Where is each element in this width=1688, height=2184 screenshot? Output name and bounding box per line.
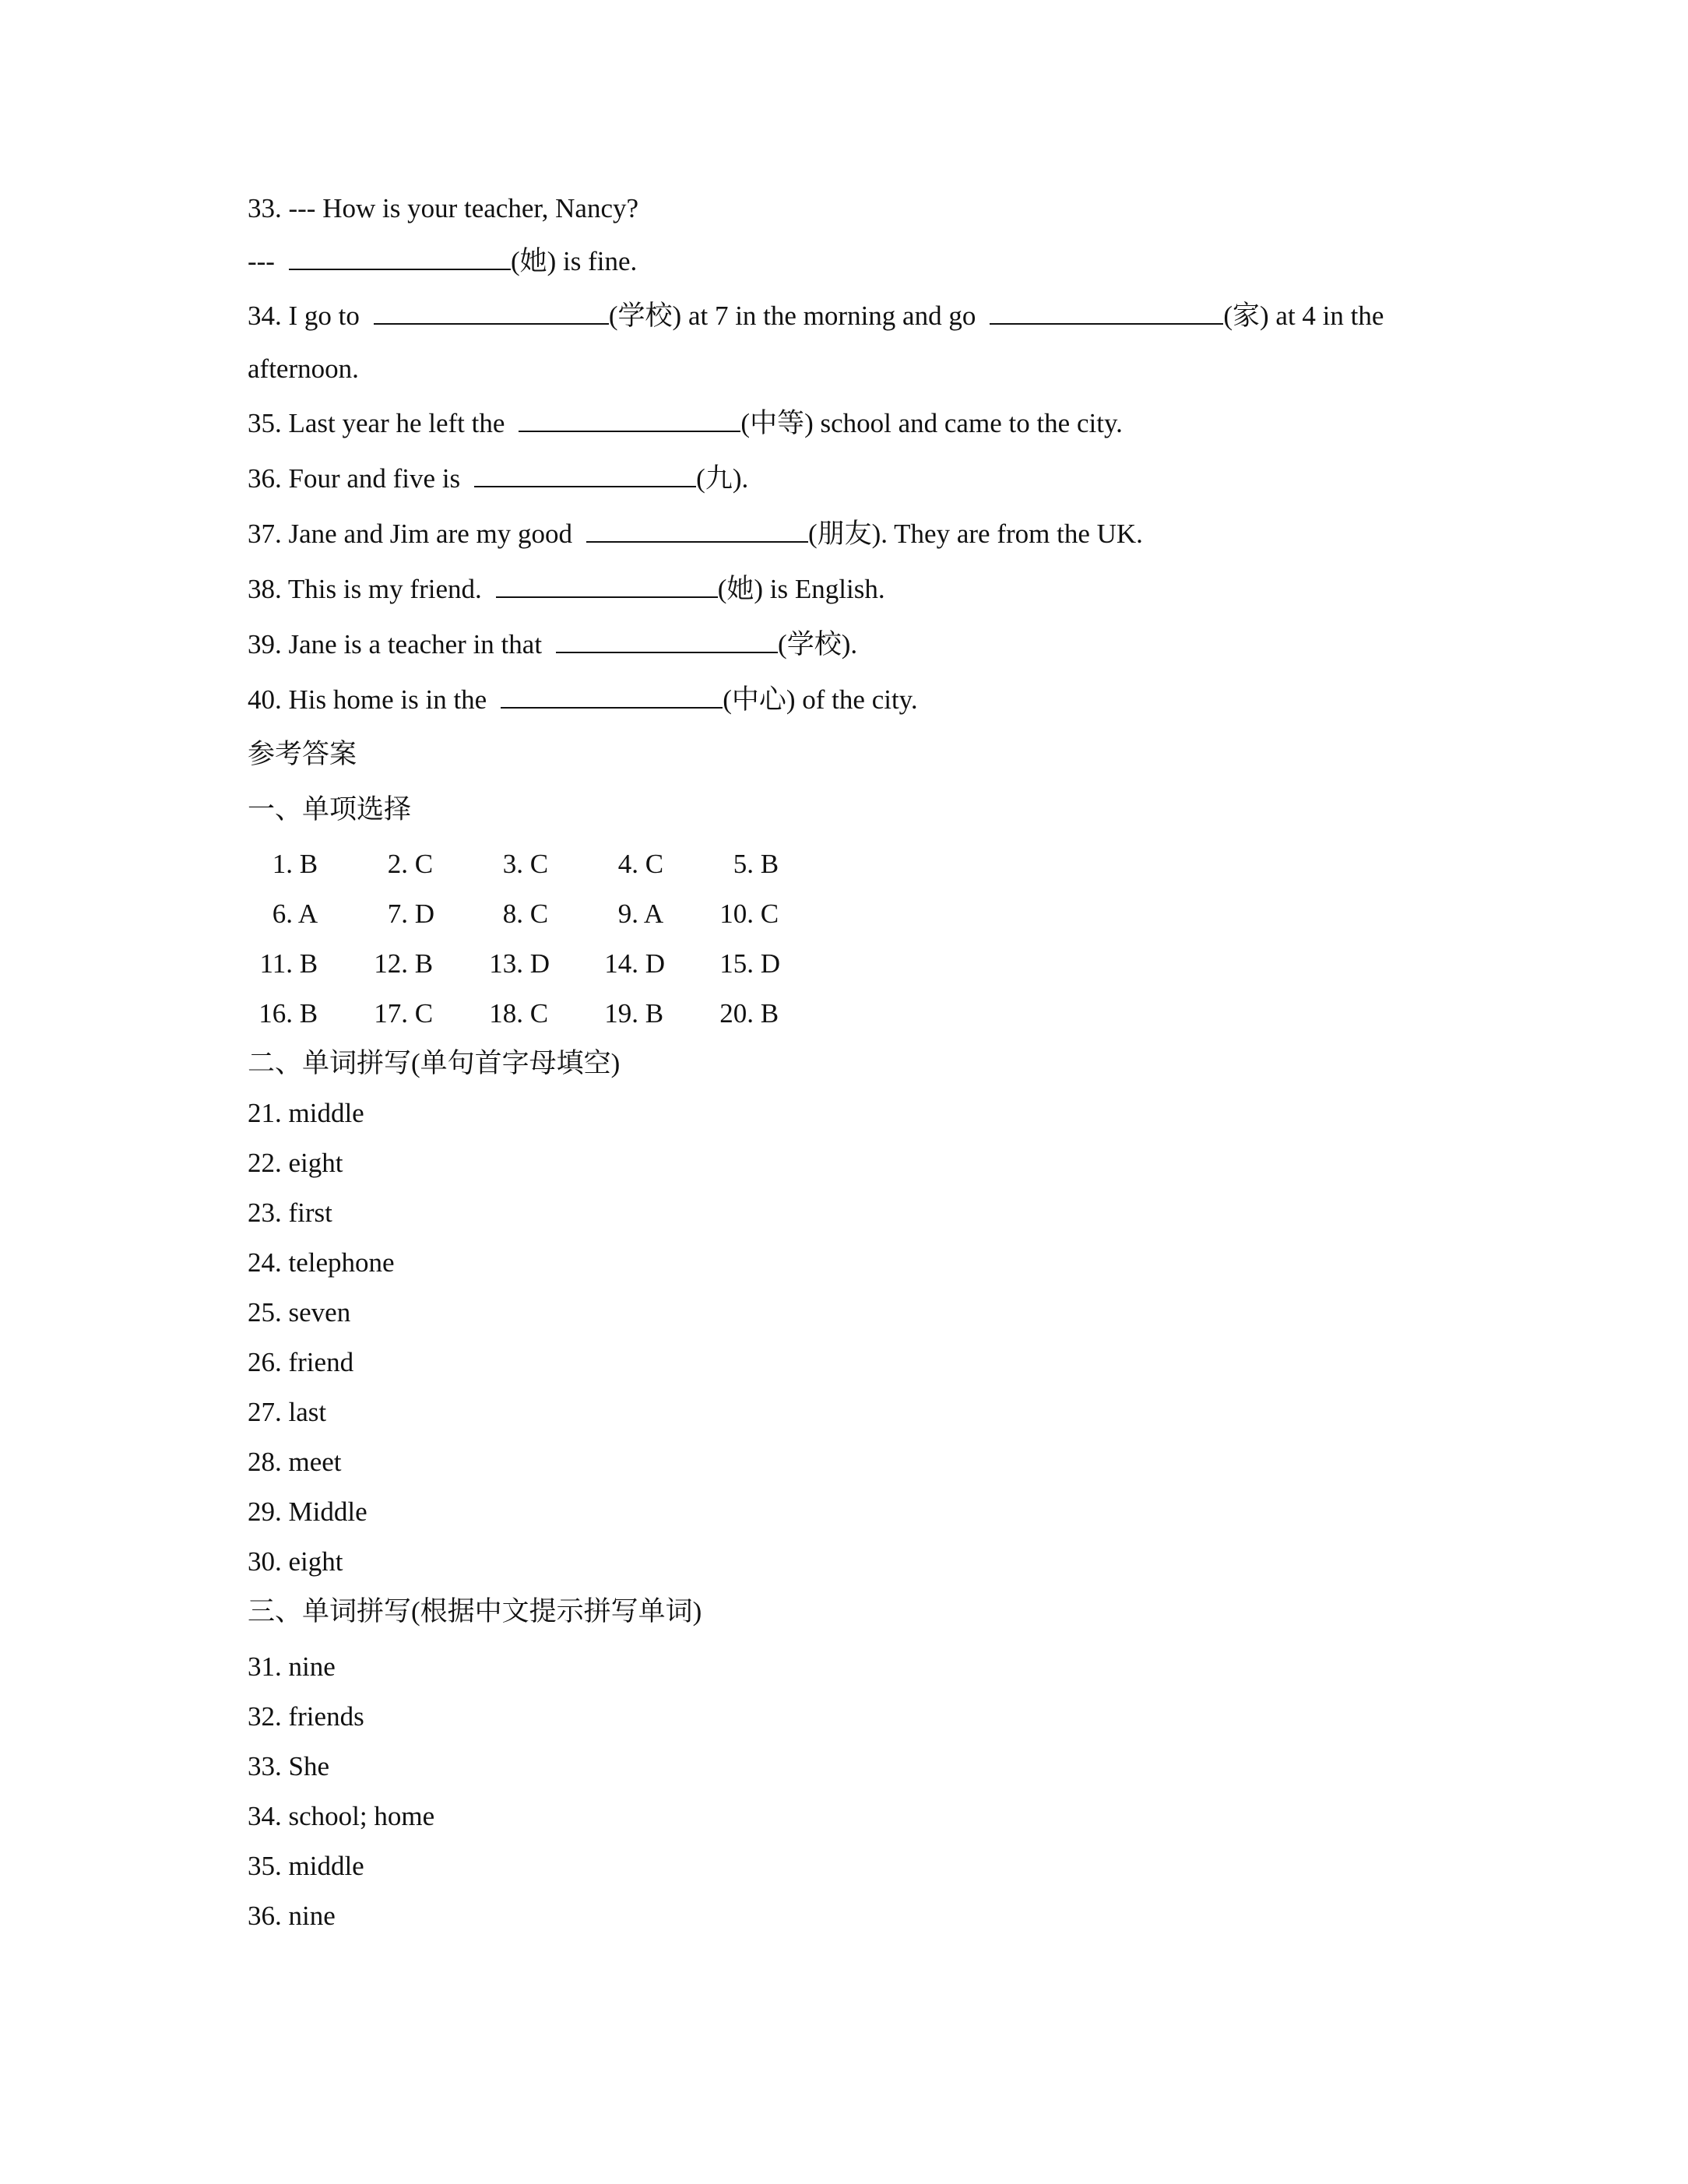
mc-letter: B — [299, 948, 318, 979]
question-text: 34. I go to — [248, 301, 360, 331]
mc-number: 18. — [489, 998, 523, 1029]
answer-line: 36. nine — [248, 1901, 336, 1931]
hint-text: (她) is English. — [717, 574, 885, 604]
mc-letter: C — [414, 849, 434, 879]
mc-number: 9. — [617, 899, 638, 929]
mc-letter: B — [760, 998, 779, 1029]
answer-line: 33. She — [248, 1751, 329, 1781]
mc-answer — [478, 998, 593, 1048]
mc-number: 17. — [374, 998, 408, 1029]
mc-letter: A — [297, 899, 318, 929]
mc-number: 8. — [502, 899, 523, 929]
answer-line: 27. last — [248, 1397, 327, 1427]
hint-text: (她) is fine. — [510, 246, 638, 276]
answer-blank[interactable] — [374, 300, 609, 325]
answer-line: 22. eight — [248, 1148, 343, 1178]
mc-number: 19. — [604, 998, 638, 1029]
section-3-title: 三、单词拼写(根据中文提示拼写单词) — [248, 1596, 702, 1627]
mc-answer — [363, 998, 478, 1048]
question-text: 36. Four and five is — [248, 463, 461, 494]
mc-letter: B — [645, 998, 664, 1029]
document-content — [248, 193, 1462, 1950]
mc-number: 16. — [258, 998, 293, 1029]
answer-key-title: 参考答案 — [248, 739, 357, 769]
answer-line: 35. middle — [248, 1851, 364, 1881]
answer-line: 23. first — [248, 1198, 332, 1228]
mc-answer — [248, 948, 363, 998]
answer-line: 32. friends — [248, 1701, 364, 1732]
mc-number: 14. — [604, 948, 638, 979]
question-34-line-1 — [248, 300, 1462, 353]
mc-answer — [709, 849, 824, 899]
mc-number: 11. — [259, 948, 293, 979]
answer-blank[interactable] — [474, 462, 696, 487]
mc-number: 2. — [387, 849, 408, 879]
answer-blank[interactable] — [501, 684, 723, 709]
answer-line: 26. friend — [248, 1347, 354, 1377]
mc-letter: C — [645, 849, 664, 879]
mc-number: 6. — [272, 899, 293, 929]
question-text: 37. Jane and Jim are my good — [248, 519, 572, 549]
mc-answer — [248, 899, 363, 948]
hint-text: (九). — [696, 463, 749, 494]
mc-answer — [363, 899, 478, 948]
hint-text: (学校) at 7 in the morning and go — [608, 301, 976, 331]
mc-number: 7. — [387, 899, 408, 929]
mc-number: 12. — [374, 948, 408, 979]
mc-letter: A — [643, 899, 664, 929]
mc-number: 15. — [719, 948, 754, 979]
mc-number: 3. — [502, 849, 523, 879]
question-text: afternoon. — [248, 353, 359, 384]
answer-line: 25. seven — [248, 1297, 351, 1328]
mc-number: 20. — [719, 998, 754, 1029]
question-text: 33. --- How is your teacher, Nancy? — [248, 193, 639, 223]
answer-blank[interactable] — [556, 628, 778, 653]
mc-letter: D — [529, 948, 550, 979]
mc-answer — [593, 998, 709, 1048]
mc-letter: C — [760, 899, 779, 929]
hint-text: (家) at 4 in the — [1223, 301, 1384, 331]
answer-blank[interactable] — [990, 300, 1223, 325]
answer-line: 28. meet — [248, 1447, 342, 1477]
mc-letter: B — [414, 948, 434, 979]
question-39 — [248, 628, 1462, 684]
mc-number: 10. — [719, 899, 754, 929]
mc-letter: C — [529, 849, 549, 879]
question-text: 38. This is my friend. — [248, 574, 482, 604]
mc-answer — [709, 948, 824, 998]
mc-number: 4. — [617, 849, 638, 879]
mc-letter: B — [299, 849, 318, 879]
mc-letter: B — [299, 998, 318, 1029]
mc-letter: C — [529, 899, 549, 929]
question-text: 40. His home is in the — [248, 684, 487, 715]
mc-letter: D — [414, 899, 435, 929]
answer-line: 34. school; home — [248, 1801, 435, 1831]
mc-answer — [593, 849, 709, 899]
question-38 — [248, 573, 1462, 628]
mc-answer — [248, 998, 363, 1048]
mc-letter: C — [529, 998, 549, 1029]
answer-blank[interactable] — [289, 245, 511, 270]
question-33-line-1 — [248, 193, 1462, 245]
question-36 — [248, 462, 1462, 518]
mc-answer — [478, 948, 593, 998]
mc-letter: C — [414, 998, 434, 1029]
question-33-line-2 — [248, 245, 1462, 300]
question-40 — [248, 684, 1462, 739]
mc-letter: B — [760, 849, 779, 879]
mc-answer — [593, 948, 709, 998]
mc-answer — [478, 899, 593, 948]
answer-line: 24. telephone — [248, 1247, 395, 1278]
question-text: 39. Jane is a teacher in that — [248, 629, 543, 659]
question-text: 35. Last year he left the — [248, 408, 505, 438]
section-2-title: 二、单词拼写(单句首字母填空) — [248, 1048, 621, 1078]
mc-number: 1. — [272, 849, 293, 879]
answer-blank[interactable] — [586, 518, 808, 543]
answer-line: 30. eight — [248, 1546, 343, 1577]
section-1-title: 一、单项选择 — [248, 794, 412, 825]
answer-blank[interactable] — [496, 573, 718, 598]
mc-letter: D — [760, 948, 781, 979]
answer-blank[interactable] — [519, 407, 740, 432]
mc-answer — [363, 849, 478, 899]
mc-number: 13. — [489, 948, 523, 979]
answer-line: 31. nine — [248, 1651, 336, 1682]
hint-text: (朋友). They are from the UK. — [808, 519, 1143, 549]
mc-answer — [709, 998, 824, 1048]
hint-text: (中等) school and came to the city. — [740, 408, 1123, 438]
answer-line: 29. Middle — [248, 1496, 367, 1527]
hint-text: (学校). — [778, 629, 858, 659]
mc-answer — [363, 948, 478, 998]
mc-answer — [593, 899, 709, 948]
mc-number: 5. — [733, 849, 754, 879]
question-34-line-2 — [248, 353, 1462, 407]
multiple-choice-answers — [248, 849, 1462, 1048]
answer-line: 21. middle — [248, 1098, 364, 1128]
mc-answer — [248, 849, 363, 899]
hint-text: (中心) of the city. — [723, 684, 918, 715]
mc-answer — [478, 849, 593, 899]
question-35 — [248, 407, 1462, 462]
question-text: --- — [248, 246, 275, 276]
mc-letter: D — [645, 948, 666, 979]
question-37 — [248, 518, 1462, 573]
mc-answer — [709, 899, 824, 948]
